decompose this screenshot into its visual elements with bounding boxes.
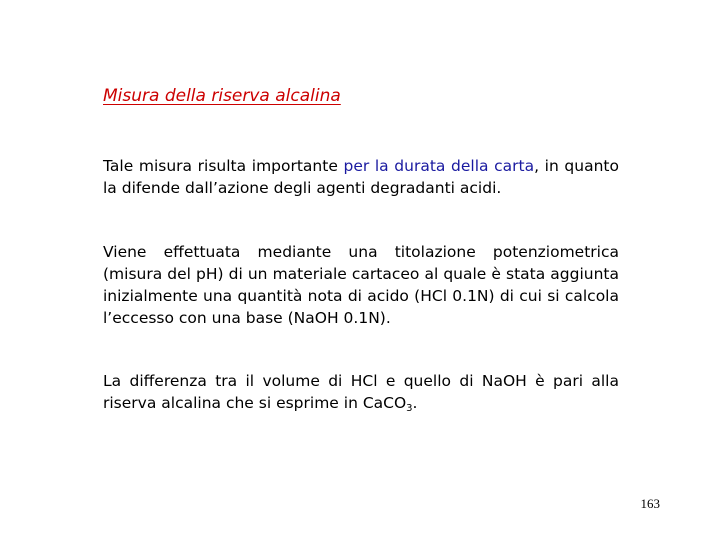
paragraph-method: Viene effettuata mediante una titolazione potenziometrica (misura del pH) di un materiale cartaceo al quale è stata aggiunta inizialmente una quantità nota di acido (HCl 0.1N) di cui si calcola l’eccesso con una base (NaOH 0.1N). bbox=[103, 243, 619, 327]
highlighted-phrase: per la durata della carta bbox=[343, 157, 535, 175]
paragraph-importance bbox=[103, 155, 619, 199]
page-number: 163 bbox=[640, 496, 660, 511]
paragraph-result-text-before: La differenza tra il volume di HCl e quello di NaOH è pari alla riserva alcalina che si esprime in CaCO bbox=[103, 372, 619, 412]
paragraph-result bbox=[103, 370, 619, 420]
subscript-three: 3 bbox=[406, 403, 413, 414]
slide-title: Misura della riserva alcalina bbox=[103, 86, 341, 106]
paragraph-importance-text-after: , in quanto la difende dall’azione degli agenti degradanti acidi. bbox=[103, 157, 619, 197]
paragraph-result-text-after: . bbox=[412, 394, 418, 412]
paragraph-importance-text-before: Tale misura risulta importante bbox=[103, 157, 344, 175]
